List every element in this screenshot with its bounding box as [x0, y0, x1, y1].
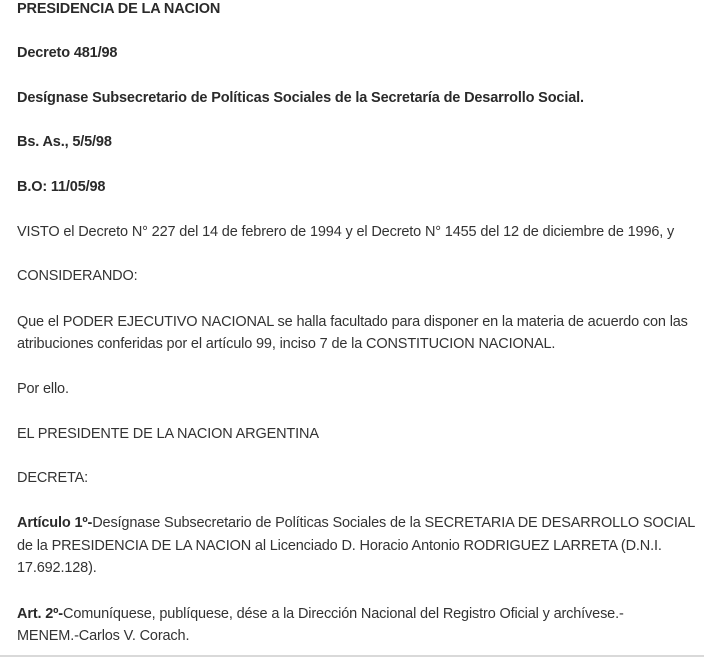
article-line: 17.692.128).: [17, 560, 97, 576]
bulletin-date: B.O: 11/05/98: [17, 179, 106, 195]
article-line: de la PRESIDENCIA DE LA NACION al Licenciado D. Horacio Antonio RODRIGUEZ LARRETA (D.N.I.: [17, 538, 662, 554]
signatures-line: MENEM.-Carlos V. Corach.: [17, 628, 190, 644]
visto-paragraph: VISTO el Decreto N° 227 del 14 de febrero de 1994 y el Decreto N° 1455 del 12 de diciembre de 1996, y: [17, 224, 675, 240]
place-date: Bs. As., 5/5/98: [17, 134, 112, 150]
decreta-heading: DECRETA:: [17, 470, 89, 486]
article-label: Artículo 1º-: [17, 515, 93, 531]
article-line: [17, 512, 695, 534]
decree-summary: Desígnase Subsecretario de Políticas Sociales de la Secretaría de Desarrollo Social.: [17, 90, 584, 106]
article-line: [17, 603, 624, 625]
issuer-heading: PRESIDENCIA DE LA NACION: [17, 1, 221, 17]
article-text: Comuníquese, publíquese, dése a la Dirección Nacional del Registro Oficial y archívese.-: [63, 606, 624, 622]
article-text: Desígnase Subsecretario de Políticas Sociales de la SECRETARIA DE DESARROLLO SOCIAL: [92, 515, 696, 531]
president-line: EL PRESIDENTE DE LA NACION ARGENTINA: [17, 426, 319, 442]
considerando-heading: CONSIDERANDO:: [17, 268, 138, 284]
por-ello: Por ello.: [17, 381, 69, 397]
article-label: Art. 2º-: [17, 606, 63, 622]
decree-number: Decreto 481/98: [17, 45, 118, 61]
considerando-line: atribuciones conferidas por el artículo 99, inciso 7 de la CONSTITUCION NACIONAL.: [17, 336, 556, 352]
considerando-line: Que el PODER EJECUTIVO NACIONAL se halla facultado para disponer en la materia de acuerdo con las: [17, 314, 688, 330]
